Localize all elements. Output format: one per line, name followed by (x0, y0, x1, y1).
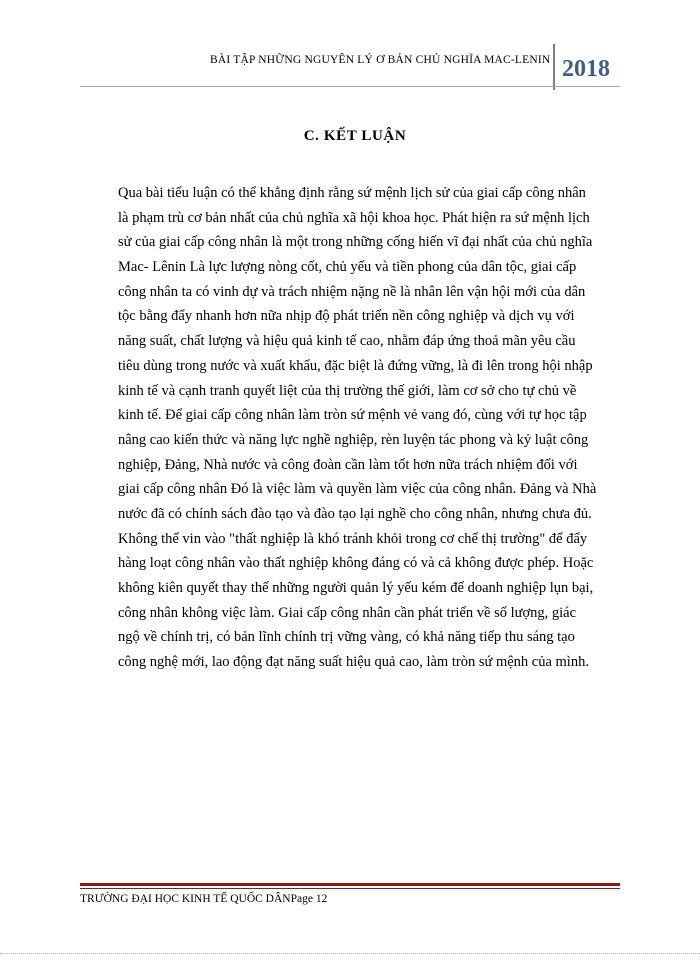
header-rule (80, 86, 620, 87)
paragraph-line: nâng cao kiến thức và năng lực nghề nghiệp, rèn luyện tác phong và kỷ luật công (118, 431, 589, 448)
header-year: 2018 (562, 56, 610, 82)
paragraph-line: công nhân ta có vinh dự và trách nhiệm nặng nề là nhân lên vận hội mới của dân (118, 283, 586, 300)
paragraph-line: kinh tế và cạnh tranh quyết liệt của thị trường thế giới, làm cơ sở cho tự chủ về (118, 382, 577, 399)
paragraph-line: nước đã có chính sách đào tạo và đào tạo lại nghề cho công nhân, nhưng chưa đủ. (118, 505, 592, 522)
paragraph-line: nghiệp, Đảng, Nhà nước và công đoàn cần làm tốt hơn nữa trách nhiệm đối với (118, 456, 578, 473)
paragraph-line: Mac- Lênin Là lực lượng nòng cốt, chủ yếu và tiền phong của dân tộc, giai cấp (118, 259, 577, 276)
page-bottom-border (0, 953, 700, 954)
footer-rule-thick (80, 883, 620, 886)
body-paragraph (118, 181, 614, 675)
paragraph-line: Qua bài tiểu luận có thể khẳng định rằng sứ mệnh lịch sử của giai cấp công nhân (118, 185, 586, 201)
paragraph-line: ngộ về chính trị, có bản lĩnh chính trị vững vàng, có khả năng tiếp thu sáng tạo (118, 629, 575, 646)
paragraph-line: hàng loạt công nhân vào thất nghiệp không đáng có và cả không được phép. Hoặc (118, 555, 594, 572)
section-title: C. KẾT LUẬN (303, 128, 407, 144)
paragraph-line: tộc bằng đẩy nhanh hơn nữa nhịp độ phát triển nền công nghiệp và dịch vụ với (118, 308, 575, 325)
paragraph-line: là phạm trù cơ bản nhất của chủ nghĩa xã hội khoa học. Phát hiện ra sứ mệnh lịch (118, 209, 590, 226)
paragraph-line: công nghệ mới, lao động đạt năng suất hiệu quả cao, làm tròn sứ mệnh của mình. (118, 654, 589, 671)
paragraph-line: tiêu dùng trong nước và xuất khẩu, đặc biệt là đứng vững, là đi lên trong hội nhập (118, 357, 593, 374)
footer-rule-thin (80, 888, 620, 889)
header-divider (553, 44, 555, 90)
paragraph-line: công nhân không việc làm. Giai cấp công nhân cần phát triển về số lượng, giác (118, 604, 577, 621)
paragraph-line: Không thể vin vào "thất nghiệp là khó tránh khỏi trong cơ chế thị trường" để đẩy (118, 530, 588, 547)
paragraph-line: sử của giai cấp công nhân là một trong những cống hiến vĩ đại nhất của chủ nghĩa (118, 234, 593, 251)
paragraph-line: không kiên quyết thay thế những người quản lý yếu kém để doanh nghiệp lụn bại, (118, 580, 594, 596)
paragraph-line: năng suất, chất lượng và hiệu quả kinh tế cao, nhằm đáp ứng thoả mãn yêu cầu (118, 333, 576, 350)
footer-text: TRƯỜNG ĐẠI HỌC KINH TẾ QUỐC DÂNPage 12 (80, 893, 328, 905)
paragraph-line: giai cấp công nhân Đó là việc làm và quyền làm việc của công nhân. Đảng và Nhà (118, 481, 597, 498)
paragraph-line: kinh tế. Để giai cấp công nhân làm tròn sứ mệnh vẻ vang đó, cùng với tự học tập (118, 407, 587, 424)
header-title: BÀI TẬP NHỮNG NGUYÊN LÝ Ơ BẢN CHỦ NGHĨA MAC-LENIN (210, 54, 551, 66)
